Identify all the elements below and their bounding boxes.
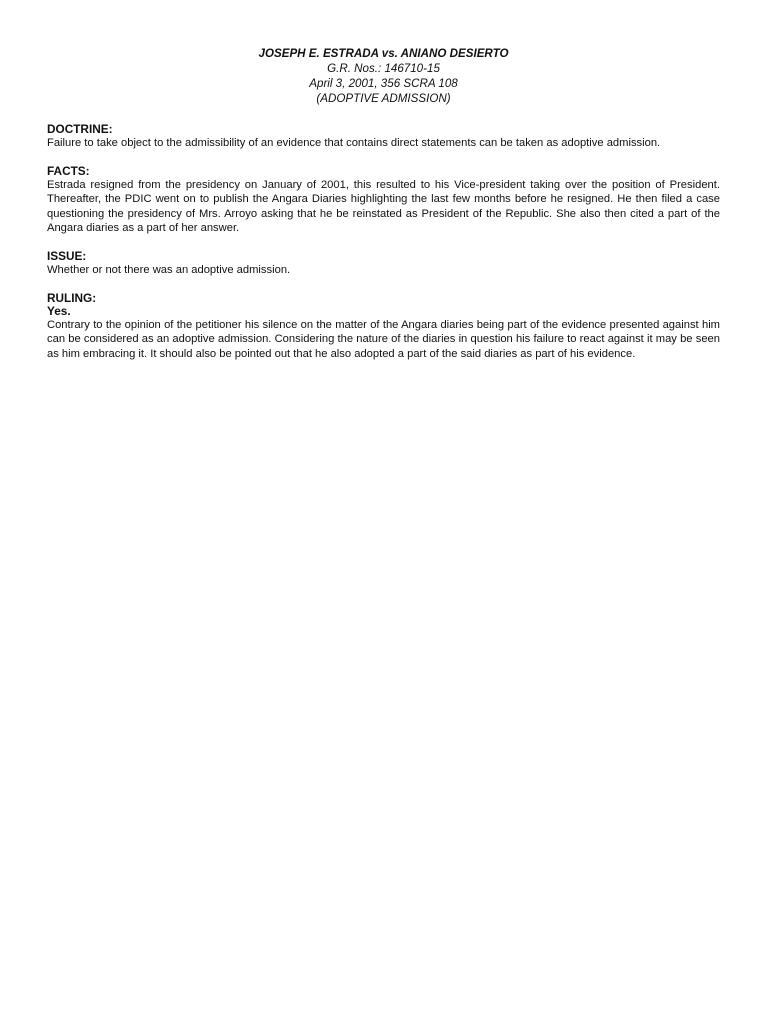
case-title: JOSEPH E. ESTRADA vs. ANIANO DESIERTO bbox=[258, 47, 509, 60]
doctrine-heading: DOCTRINE: bbox=[47, 122, 113, 136]
case-header bbox=[47, 46, 720, 106]
facts-body: Estrada resigned from the presidency on January of 2001, this resulted to his Vice-president taking over the position of President. Thereafter, the PDIC went on to publish the Angara Diaries highlighting the last few months before he resigned. He then filed a case questioning the presidency of Mrs. Arroyo asking that he be reinstated as President of the Republic. She also then cited a part of the Angara diaries as a part of her answer. bbox=[47, 179, 720, 234]
ruling-heading: RULING: bbox=[47, 291, 97, 306]
case-topic: (ADOPTIVE ADMISSION) bbox=[316, 92, 451, 105]
issue-heading: ISSUE: bbox=[47, 249, 87, 264]
doctrine-section bbox=[47, 122, 720, 150]
date-citation: April 3, 2001, 356 SCRA 108 bbox=[309, 77, 458, 90]
ruling-section bbox=[47, 291, 720, 361]
issue-body: Whether or not there was an adoptive admission. bbox=[47, 264, 291, 277]
facts-heading: FACTS: bbox=[47, 164, 90, 179]
issue-section bbox=[47, 249, 720, 277]
ruling-body: Contrary to the opinion of the petitioner his silence on the matter of the Angara diaries being part of the evidence presented against him can be considered as an adoptive admission. Considering the nature of the diaries in question his failure to react against it may be seen as him embracing it. It should also be pointed out that he also adopted a part of the said diaries as part of his evidence. bbox=[47, 319, 720, 360]
ruling-verdict: Yes. bbox=[47, 304, 71, 319]
gr-numbers: G.R. Nos.: 146710-15 bbox=[327, 62, 440, 75]
facts-section bbox=[47, 164, 720, 235]
doctrine-body: Failure to take object to the admissibility of an evidence that contains direct statements can be taken as adoptive admission. bbox=[47, 137, 661, 149]
